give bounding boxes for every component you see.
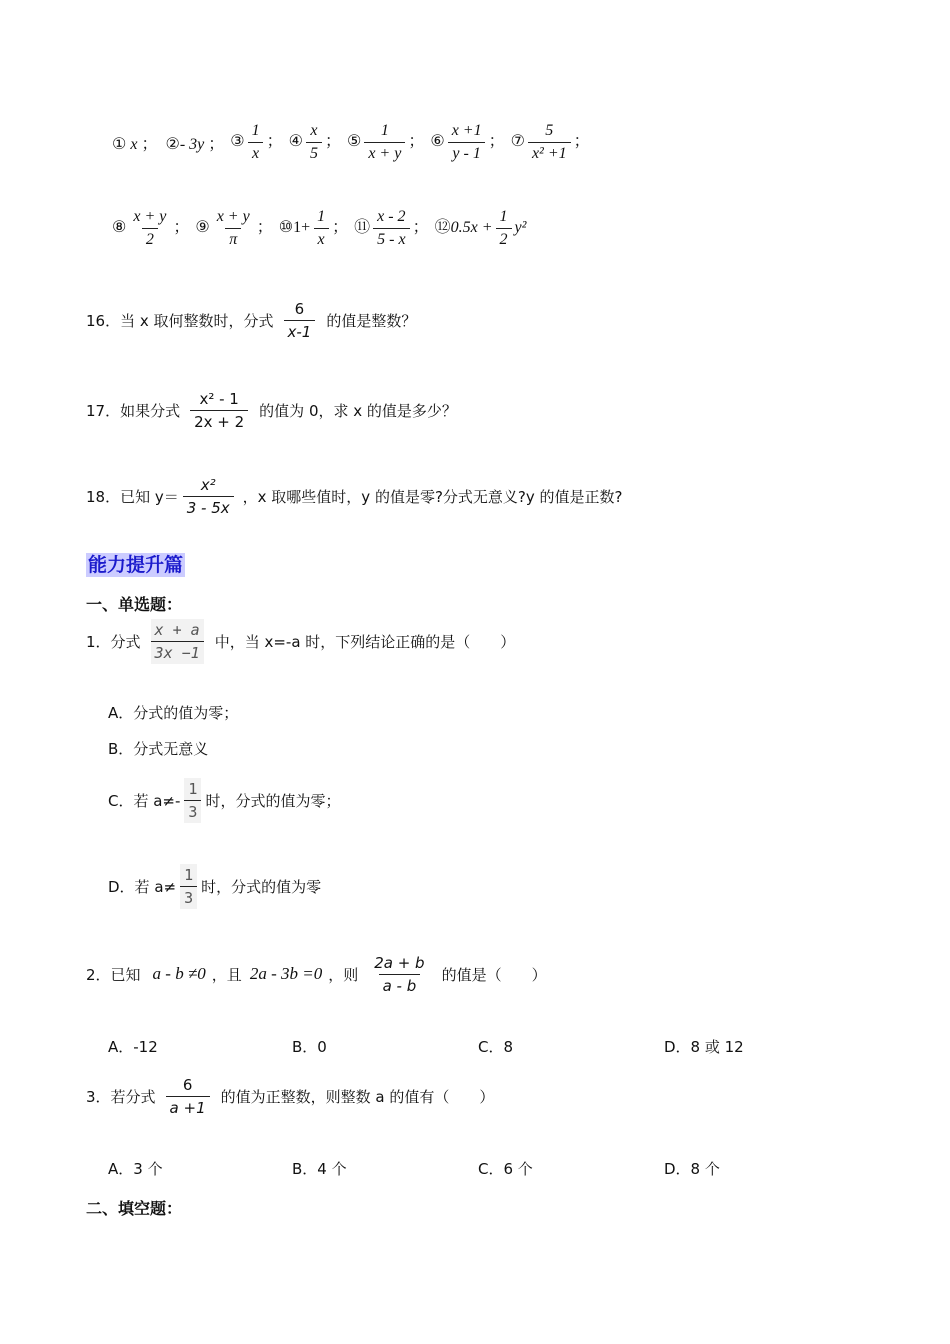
item-10: ⑩1+ $\frac{1}{x}$ ； xyxy=(279,206,348,251)
mc3-option-a[interactable]: A．3 个 xyxy=(108,1160,163,1178)
mc1-option-a[interactable]: A．分式的值为零； xyxy=(108,704,239,722)
mc-question-3: 3．若分式 $\frac{6}{a +1}$ 的值为正整数，则整数 a 的值有（ ） xyxy=(86,1075,495,1117)
mc-question-1: 1．分式 $\frac{x + a}{3x -1}$ 中，当 x=-a 时，下列结论正确的是（ ） xyxy=(86,620,516,662)
part-2-title: 二、填空题： xyxy=(86,1199,183,1218)
item-1: ① x ； xyxy=(112,135,158,153)
item-11: ⑪ $\frac{x - 2}{5 - x}$ ； xyxy=(354,206,428,251)
mc1-option-b[interactable]: B．分式无意义 xyxy=(108,740,209,758)
item-7: ⑦ $\frac{5}{\text{x² +1}}$ ； xyxy=(511,120,590,165)
item-6: ⑥ $\frac{x +1}{y - 1}$ ； xyxy=(430,120,504,165)
item-2: ②- 3y ； xyxy=(165,135,225,153)
list-row-2 xyxy=(112,198,526,258)
list-row-1 xyxy=(112,112,590,172)
section-title: 能力提升篇 xyxy=(88,554,184,576)
part-1-title: 一、单选题： xyxy=(86,595,183,614)
question-17: 17．如果分式 $\frac{\text{x² - 1}}{2x + 2}$ 的值为 0，求 x 的值是多少？ xyxy=(86,389,457,431)
mc1-option-d[interactable]: D．若 a≠ $\frac{1}{3}$ 时，分式的值为零 xyxy=(108,865,322,907)
item-3: ③ $\frac{1}{x}$ ； xyxy=(230,120,282,165)
mc3-option-b[interactable]: B．4 个 xyxy=(292,1160,347,1178)
item-12: ⑫0.5x + $\frac{1}{2}$ y² xyxy=(435,206,527,251)
mc2-option-b[interactable]: B．0 xyxy=(292,1038,327,1056)
question-18: 18．已知 y＝ $\frac{\text{x²}}{3 - 5x}$ ，x 取哪些值时，y 的值是零?分式无意义?y 的值是正数? xyxy=(86,475,623,517)
mc2-option-d[interactable]: D．8 或 12 xyxy=(664,1038,744,1056)
item-4: ④ $\frac{x}{5}$ ； xyxy=(289,120,341,165)
mc3-option-c[interactable]: C．6 个 xyxy=(478,1160,533,1178)
mc3-option-d[interactable]: D．8 个 xyxy=(664,1160,720,1178)
question-16: 16．当 x 取何整数时，分式 $\frac{6}{x-1}$ 的值是整数？ xyxy=(86,299,417,341)
mc-question-2: 2．已知 a - b ≠0 ，且 2a - 3b =0 ，则 $\frac{2a + b}{a - b}$ 的值是（ ） xyxy=(86,953,547,995)
item-9: ⑨ $\frac{x + y}{\pi}$ ； xyxy=(195,206,272,251)
item-5: ⑤ $\frac{1}{x + y}$ ； xyxy=(347,120,424,165)
item-8: ⑧ $\frac{x + y}{2}$ ； xyxy=(112,206,189,251)
mc2-option-a[interactable]: A．-12 xyxy=(108,1038,158,1056)
mc2-option-c[interactable]: C．8 xyxy=(478,1038,514,1056)
mc1-option-c[interactable]: C．若 a≠- $\frac{1}{3}$ 时，分式的值为零； xyxy=(108,779,341,821)
